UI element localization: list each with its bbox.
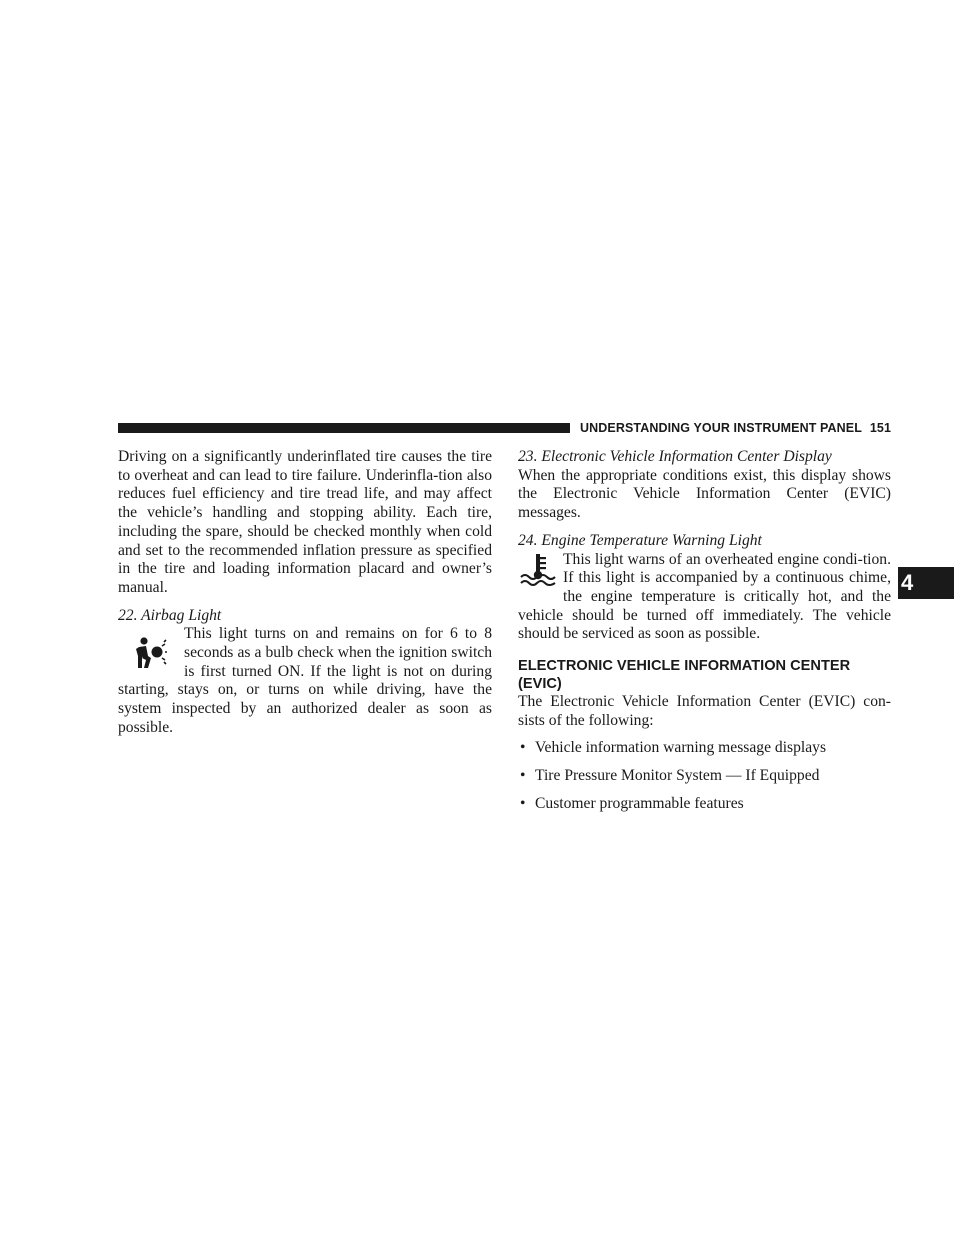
engine-temp-title: 24. Engine Temperature Warning Light: [518, 531, 762, 549]
list-item: • Tire Pressure Monitor System — If Equipped: [518, 767, 891, 786]
airbag-light-item: [118, 625, 492, 737]
airbag-light-body: This light turns on and remains on for 6 to 8 seconds as a bulb check when the ignition switch is first turned ON. If the light is not on during starting, stays on, or turns on while driving, have the system inspected by an authorized dealer as soon as possible.: [118, 625, 492, 736]
list-item: • Vehicle information warning message displays: [518, 739, 891, 758]
evic-section-intro: The Electronic Vehicle Information Center (EVIC) con-sists of the following:: [518, 693, 891, 729]
airbag-warning-icon: [118, 625, 180, 681]
right-column: [518, 448, 891, 823]
evic-display-title: 23. Electronic Vehicle Information Center Display: [518, 448, 832, 465]
engine-temp-body: This light warns of an overheated engine condi-tion. If this light is accompanied by a continuous chime, the engine temperature is critically hot, and the vehicle should be turned off immediately. The vehicle should be serviced as soon as possible.: [518, 550, 891, 643]
evic-features-list: [518, 739, 891, 814]
evic-display-body: When the appropriate conditions exist, this display shows the Electronic Vehicle Information Center (EVIC) messages.: [518, 466, 891, 522]
airbag-light-title: 22. Airbag Light: [118, 606, 222, 624]
header-rule: [118, 423, 570, 433]
evic-section-heading: ELECTRONIC VEHICLE INFORMATION CENTER (EVIC): [518, 658, 851, 692]
left-column: [118, 448, 492, 738]
engine-temp-item: [518, 551, 891, 645]
tire-underinflation-paragraph: Driving on a significantly underinflated tire causes the tire to overheat and can lead to tire failure. Underinfla-tion also reduces fuel efficiency and tire tread life, and may affect the vehicle’s handling and stopping ability. Each tire, including the spare, should be checked monthly when cold and set to the recommended inflation pressure as specified in the tire and loading information placard and owner’s manual.: [118, 448, 492, 596]
chapter-tab: [898, 567, 954, 599]
header-section-title: UNDERSTANDING YOUR INSTRUMENT PANEL: [580, 421, 862, 435]
engine-temperature-icon: [518, 551, 558, 589]
page-number: 151: [869, 421, 891, 435]
chapter-number: 4: [901, 570, 914, 595]
running-header: [580, 419, 891, 437]
list-item: • Customer programmable features: [518, 795, 891, 814]
